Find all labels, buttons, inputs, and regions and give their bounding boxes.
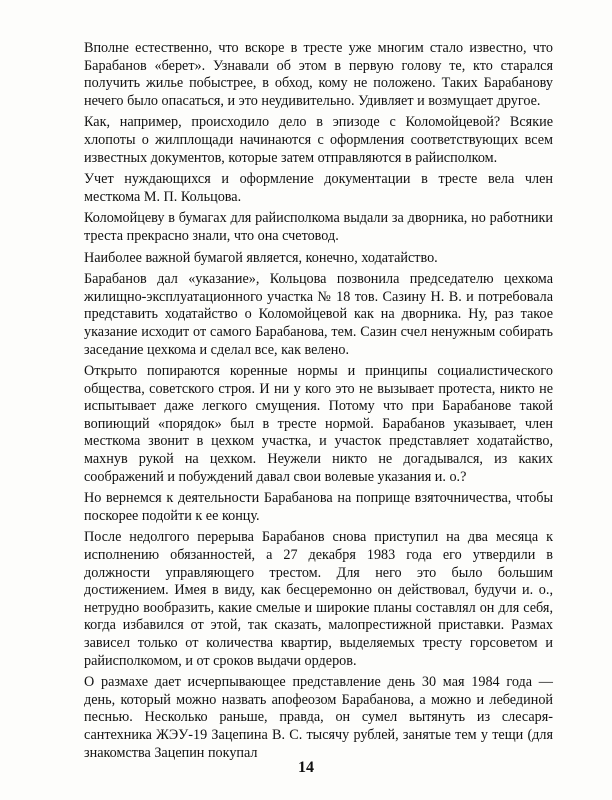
paragraph-1: Вполне естественно, что вскоре в тресте уже многим стало известно, что Барабанов «берет». Узнавали об этом в первую голову те, кто старался получить жилье побыстрее, в обход, кому не положено. Таких Барабанову нечего было опасаться, и это неудивительно. Удивляет и возмущает другое.: [84, 40, 553, 109]
paragraph-2: Как, например, происходило дело в эпизоде с Коломойцевой? Всякие хлопоты о жилплощади начинаются с оформления соответствующих всем известных документов, которые затем отправляются в райисполком.: [84, 114, 553, 166]
paragraph-5: Наиболее важной бумагой является, конечно, ходатайство.: [84, 249, 438, 266]
paragraph-3: Учет нуждающихся и оформление документации в тресте вела член месткома М. П. Кольцова.: [84, 171, 553, 205]
paragraph-7: Открыто попираются коренные нормы и принципы социалистического общества, советского строя. И ни у кого это не вызывает протеста, никто не испытывает даже легкого смущения. Потому что при Барабанове такой вопиющий «порядок» был в тресте нормой. Барабанов указывает, член месткома звонит в цехком участка, и участок представляет ходатайство, махнув рукой на цехком. Неужели никто не догадывался, из каких соображений и побуждений давал свои волевые указания и. о.?: [84, 363, 553, 485]
paragraph-8: Но вернемся к деятельности Барабанова на поприще взяточничества, чтобы поскорее подойти к ее концу.: [84, 490, 553, 524]
paragraph-10: О размахе дает исчерпывающее представление день 30 мая 1984 года — день, который можно назвать апофеозом Барабанова, а можно и лебединой песнью. Несколько раньше, правда, он сумел вытянуть из слесаря-сантехника ЖЭУ-19 Зацепина В. С. тысячу рублей, занятые тем у тещи (для знакомства Зацепин покупал: [84, 674, 553, 761]
paragraph-6: Барабанов дал «указание», Кольцова позвонила председателю цехкома жилищно-эксплуатационного участка № 18 тов. Сазину Н. В. и потребовала представить ходатайство о Коломойцевой как на дворника. Ну, раз такое указание исходит от самого Барабанова, тем. Сазин счел ненужным собирать заседание цехкома и сделал все, как велено.: [84, 271, 553, 358]
paragraph-4: Коломойцеву в бумагах для райисполкома выдали за дворника, но работники треста прекрасно знали, что она счетовод.: [84, 210, 553, 244]
paragraph-9: После недолгого перерыва Барабанов снова приступил на два месяца к исполнению обязанностей, а 27 декабря 1983 года его утвердили в должности управляющего трестом. Для него это было большим достижением. Имея в виду, как бесцеремонно он действовал, будучи и. о., нетрудно вообразить, какие смелые и широкие планы составлял он для себя, когда избавился от этой, так сказать, малопрестижной приставки. Размах зависел только от количества квартир, выделяемых тресту горсоветом и райисполкомом, и от сроков выдачи ордеров.: [84, 529, 553, 669]
page-number: 14: [298, 759, 314, 776]
body-text: [84, 40, 553, 766]
